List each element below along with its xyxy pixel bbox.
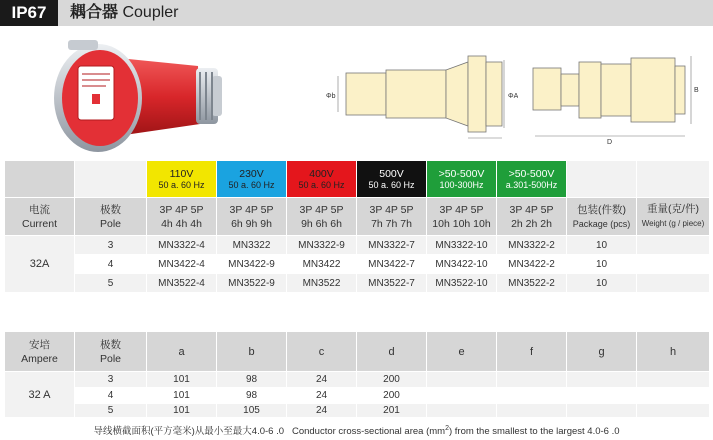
dim-cell xyxy=(497,388,567,404)
model-cell: MN3522-4 xyxy=(147,274,217,293)
band-400v: 400V 50 a. 60 Hz xyxy=(287,161,357,198)
dim-cell: 105 xyxy=(217,404,287,418)
weight-value xyxy=(637,274,710,293)
current-header: 电流 Current xyxy=(5,198,75,236)
model-cell: MN3322 xyxy=(217,236,287,255)
model-cell: MN3422-2 xyxy=(497,255,567,274)
band-empty-3 xyxy=(567,161,637,198)
dim-cell xyxy=(567,388,637,404)
note-cn: 导线横截面积(平方毫米)从最小至最大4.0-6 .0 xyxy=(93,426,285,437)
dim-cell: 24 xyxy=(287,388,357,404)
ip-rating-badge: IP67 xyxy=(0,0,58,26)
pole-header: 极数 Pole xyxy=(75,198,147,236)
model-cell: MN3322-9 xyxy=(287,236,357,255)
band-110v: 110V 50 a. 60 Hz xyxy=(147,161,217,198)
pole-value: 3 xyxy=(75,236,147,255)
dim-cell: 200 xyxy=(357,388,427,404)
dim-cell: 101 xyxy=(147,388,217,404)
ampere-header: 安培 Ampere xyxy=(5,332,75,372)
weight-header: 重量(克/件) Weight (g / piece) xyxy=(637,198,710,236)
dim-cell xyxy=(427,372,497,388)
package-value: 10 xyxy=(567,236,637,255)
model-cell: MN3422-4 xyxy=(147,255,217,274)
package-header: 包装(件数) Package (pcs) xyxy=(567,198,637,236)
header-bar xyxy=(0,0,713,26)
weight-value xyxy=(637,236,710,255)
dim-cell xyxy=(497,404,567,418)
pole-value: 5 xyxy=(75,274,147,293)
top-drawing xyxy=(525,40,705,148)
package-value: 10 xyxy=(567,274,637,293)
dim-cell xyxy=(427,388,497,404)
model-cell: MN3422-10 xyxy=(427,255,497,274)
dim-cell: 201 xyxy=(357,404,427,418)
label-phi-a: ΦA xyxy=(508,93,518,100)
dim-cell xyxy=(637,388,710,404)
page-title xyxy=(70,0,179,26)
ampere-value: 32 A xyxy=(5,372,75,418)
band-301-500hz: >50-500V a.301-500Hz xyxy=(497,161,567,198)
note-en-pre: Conductor cross-sectional area (mm xyxy=(291,426,446,437)
dim-cell: 98 xyxy=(217,372,287,388)
model-cell: MN3522 xyxy=(287,274,357,293)
dim-cell xyxy=(637,372,710,388)
band-empty-4 xyxy=(637,161,710,198)
dim-cell xyxy=(567,404,637,418)
title-cn: 耦合器 xyxy=(70,4,119,21)
band-empty-2 xyxy=(75,161,147,198)
pole-head-2: 3P 4P 5P 9h 6h 6h xyxy=(287,198,357,236)
label-phi-b: Φb xyxy=(326,93,336,100)
pole-value: 5 xyxy=(75,404,147,418)
band-230v: 230V 50 a. 60 Hz xyxy=(217,161,287,198)
dim-header-c: c xyxy=(287,332,357,372)
pole-head-5: 3P 4P 5P 2h 2h 2h xyxy=(497,198,567,236)
model-cell: MN3422-9 xyxy=(217,255,287,274)
current-value: 32A xyxy=(5,236,75,293)
pole-value: 3 xyxy=(75,372,147,388)
dim-header-g: g xyxy=(567,332,637,372)
pole-value: 4 xyxy=(75,388,147,404)
models-table xyxy=(4,160,710,293)
dim-header-d: d xyxy=(357,332,427,372)
dim-cell: 101 xyxy=(147,372,217,388)
dim-header-f: f xyxy=(497,332,567,372)
package-value: 10 xyxy=(567,255,637,274)
pole-head-0: 3P 4P 5P 4h 4h 4h xyxy=(147,198,217,236)
dim-cell xyxy=(637,404,710,418)
title-en: Coupler xyxy=(122,4,179,21)
model-cell: MN3522-10 xyxy=(427,274,497,293)
label-dim-b: B xyxy=(694,87,699,94)
conductor-note xyxy=(0,423,713,437)
note-en-sup: 2 xyxy=(445,424,449,432)
model-cell: MN3522-2 xyxy=(497,274,567,293)
band-empty-1 xyxy=(5,161,75,198)
model-cell: MN3322-7 xyxy=(357,236,427,255)
dim-header-h: h xyxy=(637,332,710,372)
dim-cell: 98 xyxy=(217,388,287,404)
weight-value xyxy=(637,255,710,274)
side-drawing xyxy=(318,48,518,143)
pole-header: 极数 Pole xyxy=(75,332,147,372)
dim-header-e: e xyxy=(427,332,497,372)
pole-value: 4 xyxy=(75,255,147,274)
model-cell: MN3422-7 xyxy=(357,255,427,274)
pole-head-3: 3P 4P 5P 7h 7h 7h xyxy=(357,198,427,236)
coupler-photo xyxy=(48,36,228,158)
band-500v: 500V 50 a. 60 Hz xyxy=(357,161,427,198)
pole-head-1: 3P 4P 5P 6h 9h 9h xyxy=(217,198,287,236)
model-cell: MN3322-10 xyxy=(427,236,497,255)
dim-header-a: a xyxy=(147,332,217,372)
dim-cell: 101 xyxy=(147,404,217,418)
dim-cell: 24 xyxy=(287,372,357,388)
dimensions-table xyxy=(4,331,710,418)
model-cell: MN3522-7 xyxy=(357,274,427,293)
note-en-post: ) from the smallest to the largest 4.0-6 .0 xyxy=(448,426,620,437)
dim-cell: 200 xyxy=(357,372,427,388)
band-50-300hz: >50-500V 100-300Hz xyxy=(427,161,497,198)
dim-cell xyxy=(427,404,497,418)
dim-header-b: b xyxy=(217,332,287,372)
model-cell: MN3422 xyxy=(287,255,357,274)
model-cell: MN3322-4 xyxy=(147,236,217,255)
pole-head-4: 3P 4P 5P 10h 10h 10h xyxy=(427,198,497,236)
dim-cell xyxy=(497,372,567,388)
dim-cell xyxy=(567,372,637,388)
label-dim-d: D xyxy=(607,139,613,146)
model-cell: MN3322-2 xyxy=(497,236,567,255)
dim-cell: 24 xyxy=(287,404,357,418)
model-cell: MN3522-9 xyxy=(217,274,287,293)
